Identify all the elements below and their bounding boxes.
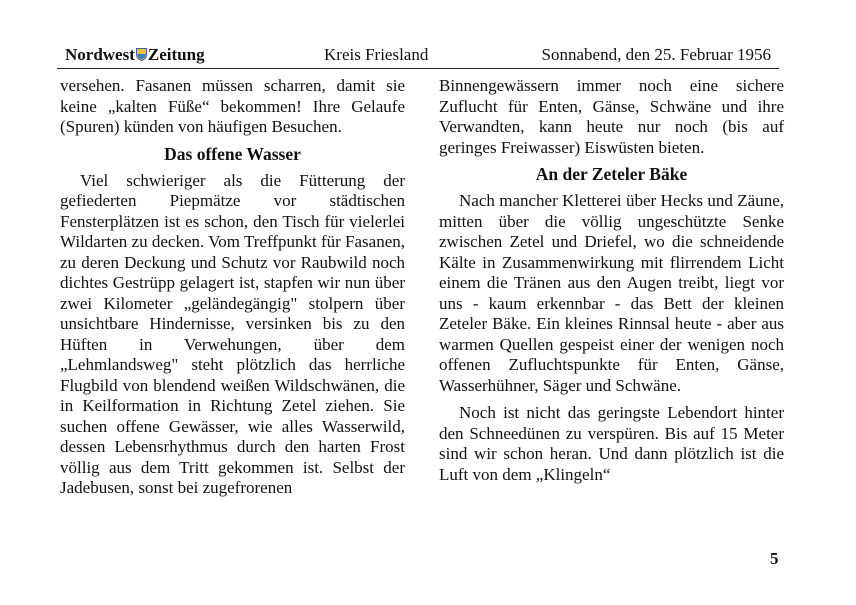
masthead-name-part2: Zeitung xyxy=(147,45,205,64)
left-column xyxy=(60,76,405,499)
section-heading-zeteler-baeke: An der Zeteler Bäke xyxy=(535,164,688,184)
right-paragraph-3: Noch ist nicht das geringste Lebendort hinter den Schneedünen zu verspüren. Bis auf 15 Meter sind wir schon heran. Und dann plötzlich ist die Luft von dem „Klingeln“ xyxy=(439,403,784,484)
page-number: 5 xyxy=(770,549,779,568)
page-header xyxy=(57,42,779,69)
coat-of-arms-icon xyxy=(136,48,147,61)
region-label: Kreis Friesland xyxy=(324,45,429,64)
right-column xyxy=(439,76,784,485)
newspaper-masthead xyxy=(65,45,205,65)
left-paragraph-2: Viel schwieriger als die Fütterung der gefiederten Piepmätze vor städtischen Fensterplätzen ist es schon, den Tisch für vielerlei Wildarten zu decken. Vom Treffpunkt für Fasanen, zu deren Deckung und Schutz vor Raubwild noch dichtes Gestrüpp gelagert ist, stapfen wir nun über zwei Kilometer „geländegängig" stolpern über unsichtbare Hindernisse, versinken bis zu den Hüften in Verwehungen, über dem „Lehmlandsweg" steht plötzlich das herrliche Flugbild von blendend weißen Wildschwänen, die in Keilformation in Richtung Zetel ziehen. Sie suchen offene Gewässer, wie alles Wasserwild, dessen Lebensrhythmus durch den harten Frost völlig aus dem Tritt gekommen ist. Selbst der Jadebusen, sonst bei zugefrorenen xyxy=(60,170,405,497)
issue-date: Sonnabend, den 25. Februar 1956 xyxy=(541,45,771,64)
left-paragraph-1: versehen. Fasanen müssen scharren, damit sie keine „kalten Füße“ bekommen! Ihre Gelaufe (Spuren) künden von häufigen Besuchen. xyxy=(60,76,405,136)
right-paragraph-1: Binnengewässern immer noch eine sichere Zuflucht für Enten, Gänse, Schwäne und ihre Verwandten, kann heute nur noch (bis auf geringes Freiwasser) Eiswüsten bieten. xyxy=(439,76,784,157)
section-heading-open-water: Das offene Wasser xyxy=(164,143,301,164)
masthead-name-part1: Nordwest xyxy=(65,45,135,64)
right-paragraph-2: Nach mancher Kletterei über Hecks und Zäune, mitten über die völlig ungeschützte Senke zwischen Zetel und Driefel, wo die schneidende Kälte in Zusammenwirkung mit flirrendem Licht einem die Tränen aus den Augen treibt, liegt vor uns - kaum erkennbar - das Bett der kleinen Zeteler Bäke. Ein kleines Rinnsal heute - aber aus warmen Quellen gespeist einer der wenigen noch offenen Zufluchtspunkte für Enten, Gänse, Wasserhühner, Säger und Schwäne. xyxy=(439,191,784,395)
